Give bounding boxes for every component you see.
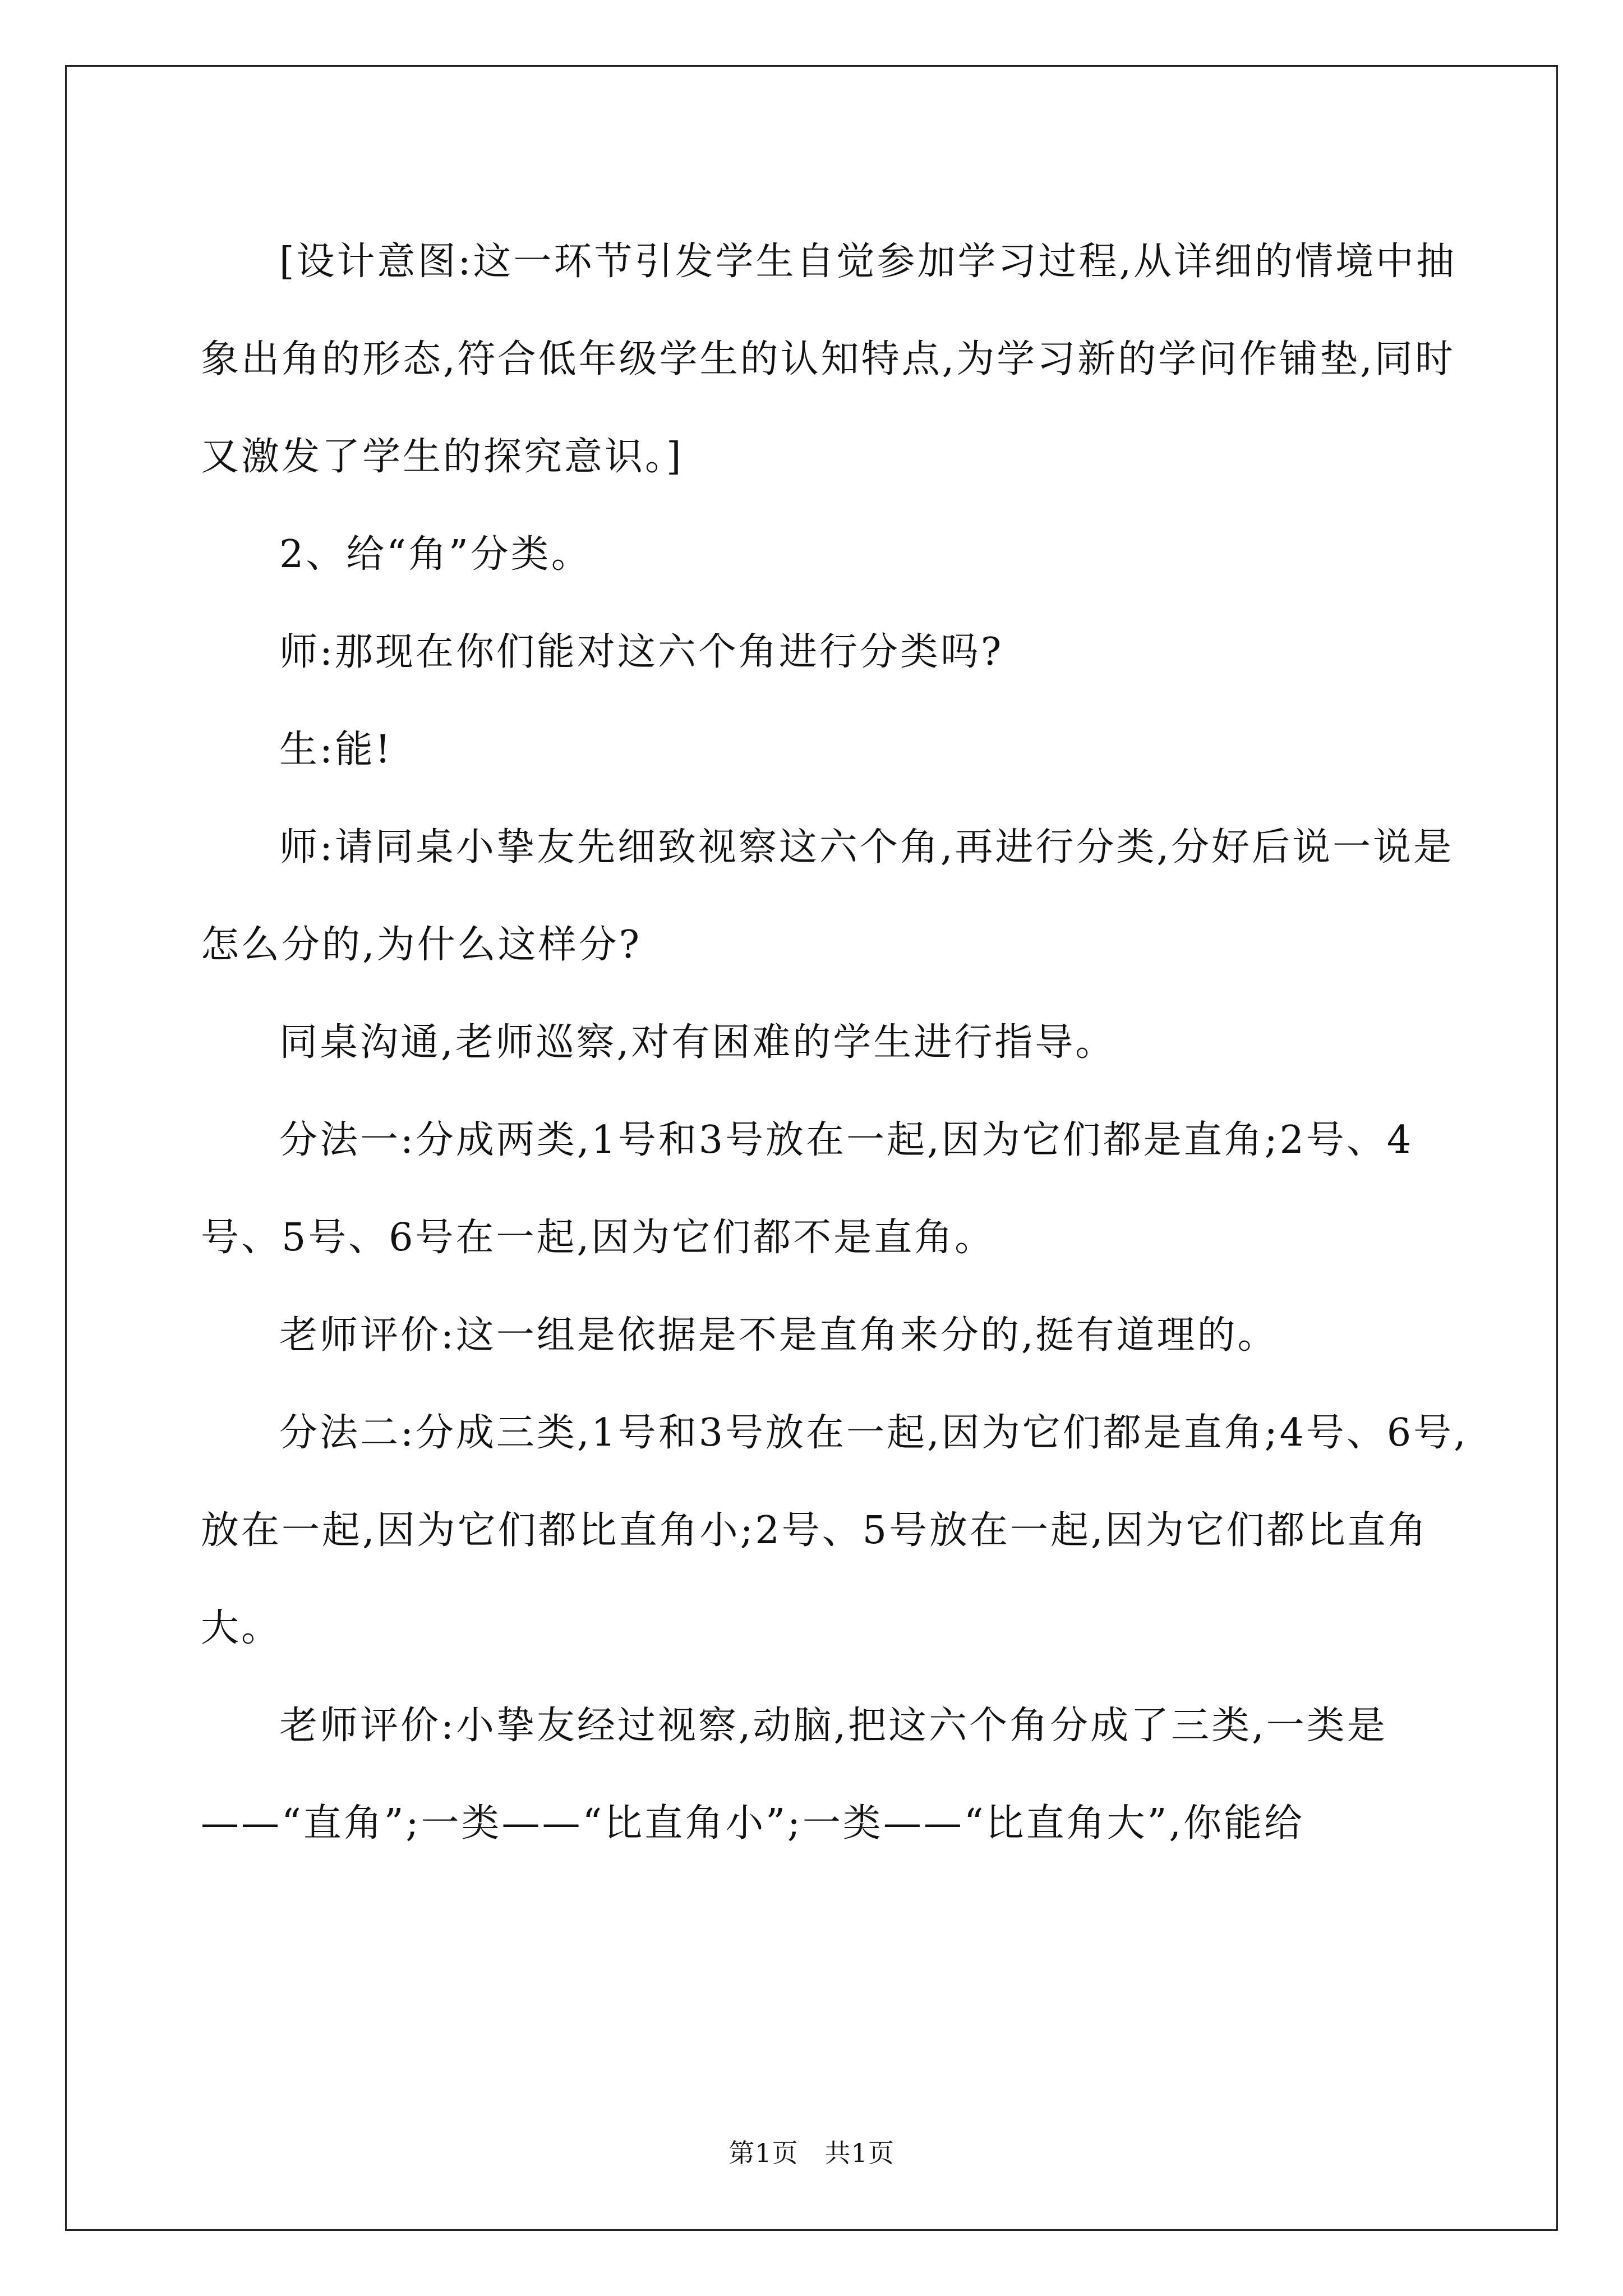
paragraph: 生:能! xyxy=(279,728,393,772)
paragraph: 师:那现在你们能对这六个角进行分类吗? xyxy=(279,630,1004,674)
document-body xyxy=(201,213,1479,1872)
paragraph: 老师评价:小挚友经过视察,动脑,把这六个角分成了三类,一类是——“直角”;一类——“比直角小”;一类——“比直角大”,你能给 xyxy=(201,1704,1387,1846)
page-number-label: 第1页 xyxy=(728,2138,799,2168)
paragraph: 老师评价:这一组是依据是不是直角来分的,挺有道理的。 xyxy=(279,1313,1278,1358)
paragraph: 2、给“角”分类。 xyxy=(279,532,592,577)
paragraph: 同桌沟通,老师巡察,对有困难的学生进行指导。 xyxy=(279,1020,1116,1065)
paragraph: 师:请同桌小挚友先细致视察这六个角,再进行分类,分好后说一说是怎么分的,为什么这样分? xyxy=(201,825,1454,967)
page-total-label: 共1页 xyxy=(824,2138,895,2168)
paragraph: [设计意图:这一环节引发学生自觉参加学习过程,从详细的情境中抽象出角的形态,符合低年级学生的认知特点,为学习新的学问作铺垫,同时又激发了学生的探究意识。] xyxy=(201,240,1457,479)
paragraph: 分法一:分成两类,1号和3号放在一起,因为它们都是直角;2号、4号、5号、6号在一起,因为它们都不是直角。 xyxy=(201,1118,1414,1260)
page-footer xyxy=(0,2133,1623,2170)
paragraph: 分法二:分成三类,1号和3号放在一起,因为它们都是直角;4号、6号,放在一起,因为它们都比直角小;2号、5号放在一起,因为它们都比直角大。 xyxy=(201,1411,1468,1650)
